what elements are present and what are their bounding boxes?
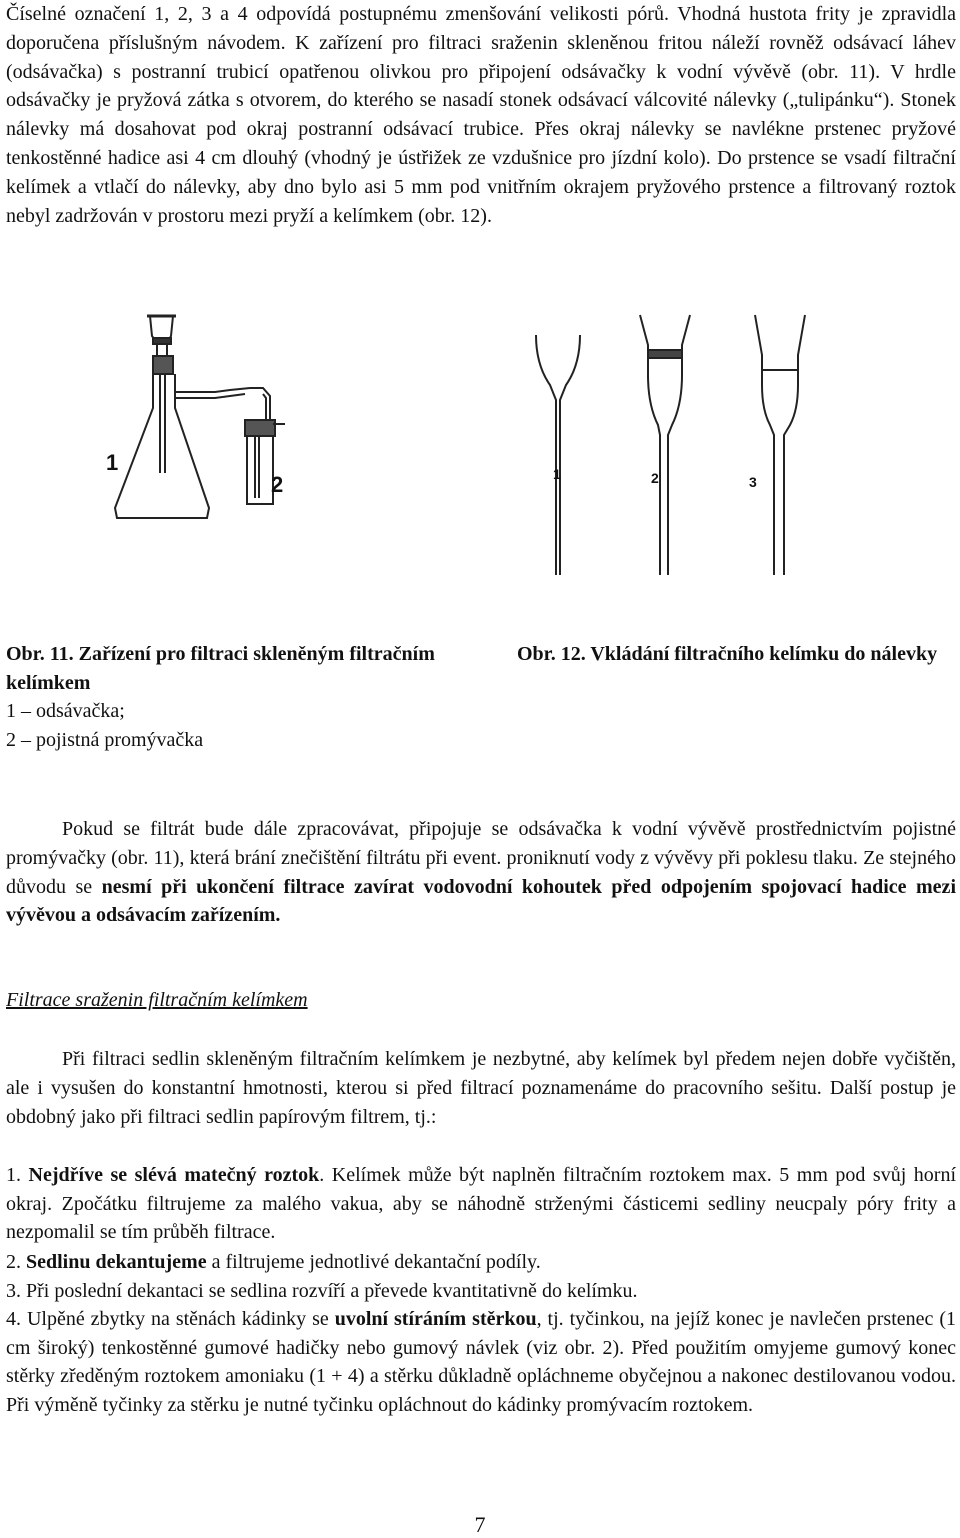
- procedure-step-4: [6, 1305, 956, 1420]
- step-number: 1.: [6, 1164, 21, 1186]
- figure12-label-1: 1: [553, 466, 561, 482]
- procedure-step-2: [6, 1248, 956, 1277]
- procedure-intro-paragraph: [6, 1045, 956, 1131]
- section-heading: Filtrace sraženin filtračním kelímkem: [6, 989, 308, 1011]
- step-number: 3.: [6, 1280, 21, 1302]
- vacuum-warning-text: Pokud se filtrát bude dále zpracovávat, připojuje se odsávačka k vodní vývěvě prostřednictvím pojistné promývačky (obr. 11), která brání znečištění filtrátu při event. proniknutí vody z vývěvy při poklesu tlaku. Ze stejného důvodu se: [6, 818, 956, 898]
- figure11-label-2: 2: [271, 472, 284, 497]
- figure11-caption-line2: 2 – pojistná promývačka: [6, 728, 204, 751]
- step-bold: Sedlinu dekantujeme: [26, 1251, 207, 1273]
- vacuum-warning-paragraph: [6, 815, 956, 930]
- figure11-caption-line1: 1 – odsávačka;: [6, 700, 125, 722]
- step-text: Při poslední dekantaci se sedlina rozvíří a převede kvantitativně do kelímku.: [26, 1280, 638, 1302]
- figure12-caption: [517, 640, 957, 669]
- figure12-caption-title: Obr. 12. Vkládání filtračního kelímku do nálevky: [517, 643, 938, 665]
- figure12-label-2: 2: [651, 470, 659, 486]
- figure11-caption: [6, 640, 456, 754]
- step-text: . Kelímek může být naplněn filtračním roztokem max. 5 mm pod svůj horní okraj. Zpočátku filtrujeme za malého vakua, aby se náhodně strženými částicemi sedliny neucpaly póry frity a nezpomalil se tím průběh filtrace.: [6, 1164, 956, 1244]
- crucible-funnel-figure: [530, 305, 850, 585]
- procedure-intro-text: Při filtraci sedlin skleněným filtračním kelímkem je nezbytné, aby kelímek byl předem nejen dobře vyčištěn, ale i vysušen do konstantní hmotnosti, kterou si před filtrací poznamenáme do pracovního sešitu. Další postup je obdobný jako při filtraci sedlin papírovým filtrem, tj.:: [6, 1048, 956, 1128]
- figure11-label-1: 1: [106, 450, 119, 475]
- procedure-step-1: [6, 1161, 956, 1247]
- intro-paragraph: [6, 0, 956, 230]
- figure11-caption-title: Obr. 11. Zařízení pro filtraci skleněným filtračním kelímkem: [6, 643, 435, 694]
- intro-paragraph-text: Číselné označení 1, 2, 3 a 4 odpovídá postupnému zmenšování velikosti pórů. Vhodná hustota frity je zpravidla doporučena příslušným návodem. K zařízení pro filtraci sraženin skleněnou fritou náleží rovněž odsávací láhev (odsávačka) s postranní trubicí opatřenou olivkou pro připojení odsávačky k vodní vývěvě (obr. 11). V hrdle odsávačky je pryžová zátka s otvorem, do kterého se nasadí stonek odsávací válcovité nálevky („tulipánku“). Stonek nálevky má dosahovat pod okraj postranní odsávací trubice. Přes okraj nálevky se navlékne prstenec pryžové tenkostěnné hadice asi 4 cm dlouhý (vhodný je ústřižek ze vzdušnice pro jízdní kolo). Do prstence se vsadí filtrační kelímek a vtlačí do nálevky, aby dno bylo asi 5 mm pod vnitřním okrajem pryžového prstence a filtrovaný roztok nebyl zadržován v prostoru mezi pryží a kelímkem (obr. 12).: [6, 3, 956, 227]
- step-number: 4.: [6, 1308, 21, 1330]
- step-bold: Nejdříve se slévá matečný roztok: [28, 1164, 320, 1186]
- figure12-label-3: 3: [749, 474, 757, 490]
- page-number: 7: [474, 1512, 486, 1537]
- procedure-step-3: [6, 1277, 956, 1306]
- step-text: , tj. tyčinkou, na jejíž konec je navlečen prstenec (1 cm široký) tenkostěnné gumové hadičky nebo gumový návlek (viz obr. 2). Před použitím omyjeme gumový konec stěrky zředěným roztokem amoniaku (1 + 4) a stěrku důkladně opláchneme obyčejnou a nakonec destilovanou vodou. Při výměně tyčinky za stěrku je nutné tyčinku opláchnout do kádinky promývacím roztokem.: [6, 1308, 956, 1417]
- step-text: a filtrujeme jednotlivé dekantační podíly.: [206, 1251, 541, 1273]
- suction-flask-apparatus-figure: [95, 308, 315, 548]
- step-number: 2.: [6, 1251, 21, 1273]
- step-bold: uvolní stíráním stěrkou: [334, 1308, 537, 1330]
- vacuum-warning-bold: nesmí při ukončení filtrace zavírat vodovodní kohoutek před odpojením spojovací hadice mezi vývěvou a odsávacím zařízením.: [6, 875, 956, 927]
- step-text-pre: Ulpěné zbytky na stěnách kádinky se: [26, 1308, 335, 1330]
